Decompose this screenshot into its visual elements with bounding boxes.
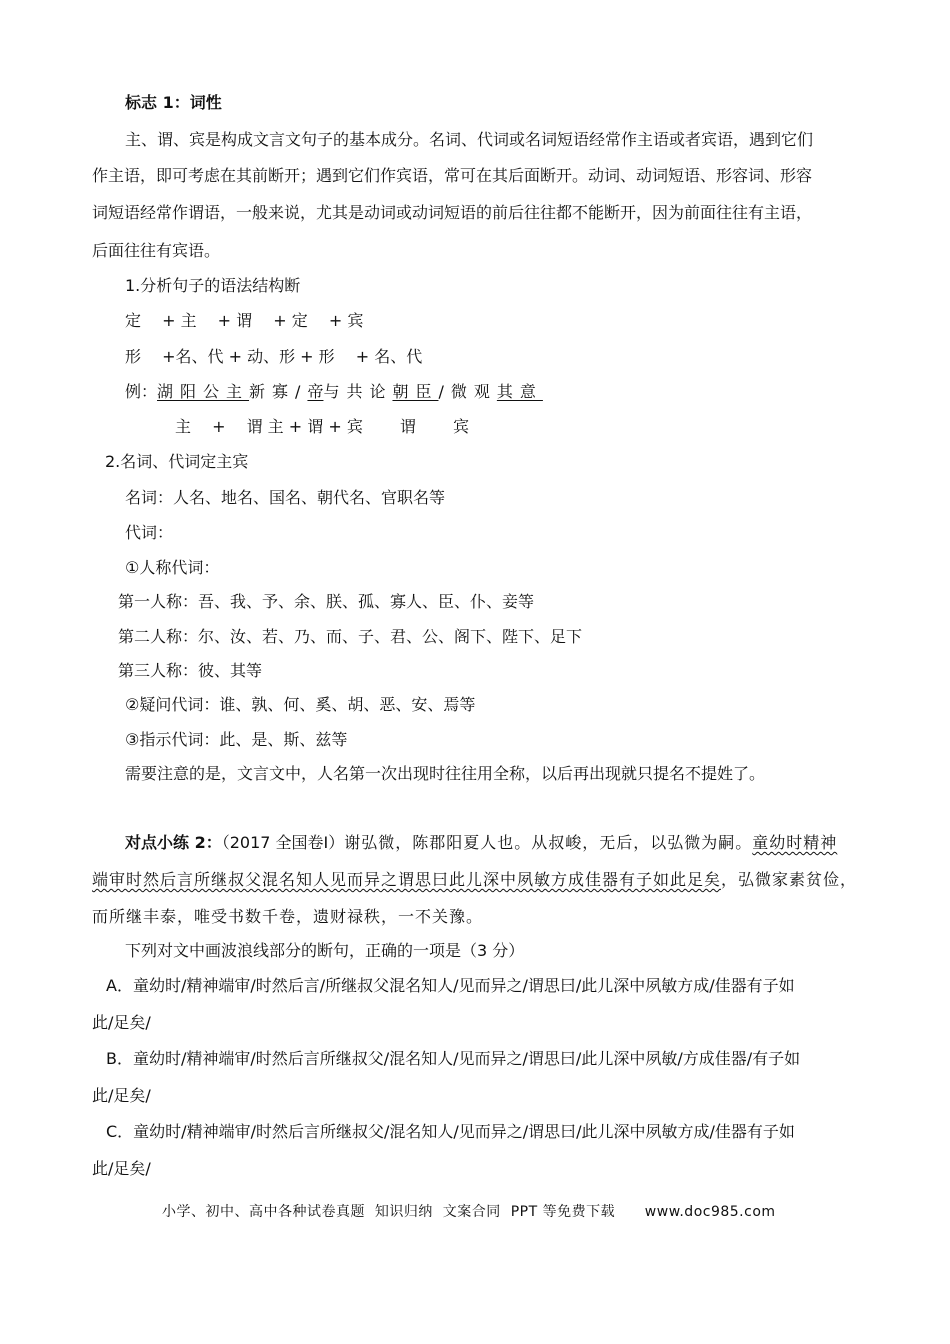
list-item: ①人称代词：: [125, 558, 220, 577]
note: 需要注意的是，文言文中，人名第一次出现时往往用全称，以后再出现就只提名不提姓了。: [125, 764, 766, 783]
page-footer: 小学、初中、高中各种试卷真题 知识归纳 文案合同 PPT 等免费下载 www.doc985.com: [162, 1204, 776, 1220]
item-title: 2.名词、代词定主宾: [105, 452, 249, 471]
option-c: C．童幼时/精神端审/时然后言所继叔父/混名知人/见而异之/谓思曰/此儿深中夙敏方成/佳器有子如: [106, 1122, 795, 1141]
example-text: 与共论: [323, 382, 393, 401]
list-item: 第三人称：彼、其等: [118, 661, 263, 680]
item-title: 1.分析句子的语法结构断: [125, 276, 301, 295]
paragraph-line: 作主语，即可考虑在其前断开；遇到它们作宾语，常可在其后面断开。动词、动词短语、形容词、形容: [92, 166, 813, 185]
option-c-cont: 此/足矣/: [92, 1159, 151, 1178]
structure-row: 形 +名、代 + 动、形 + 形 + 名、代: [125, 347, 423, 366]
option-a: A．童幼时/精神端审/时然后言/所继叔父混名知人/见而异之/谓思曰/此儿深中夙敏方成/佳器有子如: [106, 976, 795, 995]
option-a-cont: 此/足矣/: [92, 1013, 151, 1032]
structure-row: 主 + 谓 主 + 谓 + 宾 谓 宾: [175, 417, 469, 436]
example-object: 朝臣: [392, 382, 439, 401]
example-sentence: [125, 382, 543, 402]
list-item: 第二人称：尔、汝、若、乃、而、子、君、公、阁下、陛下、足下: [118, 627, 583, 646]
example-label: 例：: [125, 382, 158, 401]
passage-line: [92, 870, 857, 890]
list-item: ②疑问代词：谁、孰、何、奚、胡、恶、安、焉等: [125, 695, 476, 714]
passage-wavy-text: 端审时然后言所继叔父混名知人见而异之谓思曰此儿深中夙敏方成佳器有子如此足矣: [92, 870, 722, 889]
exercise-label: 对点小练 2：: [125, 833, 222, 852]
exercise-source: （2017 全国卷Ⅰ）: [221, 833, 345, 852]
paragraph-line: 主、谓、宾是构成文言文句子的基本成分。名词、代词或名词短语经常作主语或者宾语，遇到它们: [125, 130, 814, 149]
question: 下列对文中画波浪线部分的断句，正确的一项是（3 分）: [125, 941, 525, 960]
example-object: 其意: [496, 382, 543, 401]
paragraph-line: 后面往往有宾语。: [92, 241, 221, 260]
list-item: 代词：: [125, 523, 174, 542]
passage-text: ，弘微家素贫俭，: [721, 870, 858, 889]
list-item: 第一人称：吾、我、予、余、朕、孤、寡人、臣、仆、妾等: [118, 592, 535, 611]
example-subject: 湖阳公主: [157, 382, 250, 401]
passage-wavy-text: 童幼时精神: [752, 833, 838, 852]
list-item: ③指示代词：此、是、斯、兹等: [125, 730, 348, 749]
example-text: /微观: [438, 382, 497, 401]
example-subject: 帝: [307, 382, 324, 401]
passage-text: 谢弘微，陈郡阳夏人也。从叔峻，无后，以弘微为嗣。: [344, 833, 753, 852]
example-text: 新寡/: [249, 382, 308, 401]
paragraph-line: 词短语经常作谓语，一般来说，尤其是动词或动词短语的前后往往都不能断开，因为前面往往有主语，: [92, 203, 813, 222]
section-heading: 标志 1：词性: [125, 93, 222, 112]
option-b-cont: 此/足矣/: [92, 1086, 151, 1105]
option-b: B．童幼时/精神端审/时然后言所继叔父/混名知人/见而异之/谓思曰/此儿深中夙敏/方成佳器/有子如: [106, 1049, 801, 1068]
passage-line: 而所继丰泰，唯受书数千卷，遗财禄秩，一不关豫。: [92, 907, 484, 926]
structure-row: 定 + 主 + 谓 + 定 + 宾: [125, 311, 364, 330]
list-item: 名词：人名、地名、国名、朝代名、官职名等: [125, 488, 446, 507]
exercise-intro: [125, 833, 837, 853]
